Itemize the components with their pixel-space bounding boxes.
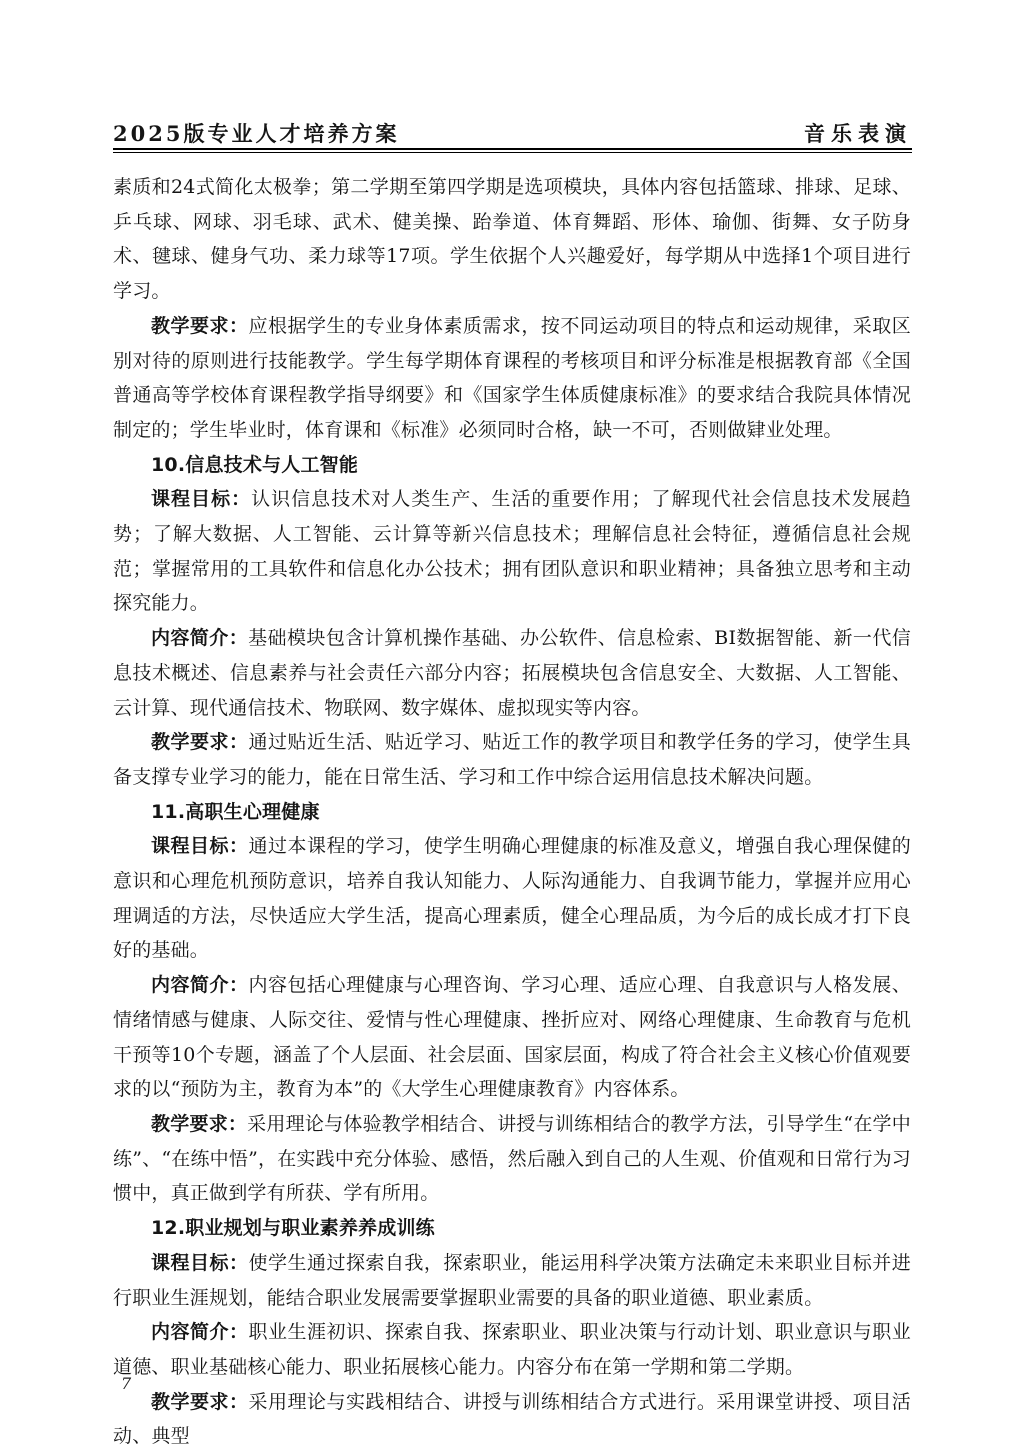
paragraph: 教学要求：应根据学生的专业身体素质需求，按不同运动项目的特点和运动规律，采取区别对待的原则进行技能教学。学生每学期体育课程的考核项目和评分标准是根据教育部《全国普通高等学校体育课程教学指导纲要》和《国家学生体质健康标准》的要求结合我院具体情况制定的；学生毕业时，体育课和《标准》必须同时合格，缺一不可，否则做肄业处理。: [113, 314, 911, 441]
section-heading: 12.职业规划与职业素养养成训练: [151, 1217, 435, 1240]
paragraph: 教学要求：采用理论与体验教学相结合、讲授与训练相结合的教学方法，引导学生“在学中练”、“在练中悟”，在实践中充分体验、感悟，然后融入到自己的人生观、价值观和日常行为习惯中，真正做到学有所获、学有所用。: [113, 1112, 911, 1205]
paragraph-lead: 内容简介：: [151, 974, 249, 997]
paragraph-lead: 课程目标：: [151, 835, 249, 858]
paragraph: 教学要求：采用理论与实践相结合、讲授与训练相结合方式进行。采用课堂讲授、项目活动、典型: [113, 1390, 911, 1448]
page-number: 7: [121, 1374, 132, 1393]
paragraph: 教学要求：通过贴近生活、贴近学习、贴近工作的教学项目和教学任务的学习，使学生具备支撑专业学习的能力，能在日常生活、学习和工作中综合运用信息技术解决问题。: [113, 731, 911, 788]
paragraph-lead: 教学要求：: [151, 731, 249, 754]
paragraph-lead: 教学要求：: [151, 1390, 249, 1413]
section-heading: 11.高职生心理健康: [151, 800, 320, 823]
paragraph-lead: 教学要求：: [151, 1112, 248, 1135]
paragraph-lead: 课程目标：: [151, 1251, 249, 1274]
paragraph: 内容简介：职业生涯初识、探索自我、探索职业、职业决策与行动计划、职业意识与职业道德、职业基础核心能力、职业拓展核心能力。内容分布在第一学期和第二学期。: [113, 1321, 911, 1378]
paragraph: 课程目标：认识信息技术对人类生产、生活的重要作用；了解现代社会信息技术发展趋势；了解大数据、人工智能、云计算等新兴信息技术；理解信息社会特征，遵循信息社会规范；掌握常用的工具软件和信息化办公技术；拥有团队意识和职业精神；具备独立思考和主动探究能力。: [113, 488, 911, 615]
section-heading: 10.信息技术与人工智能: [151, 453, 359, 476]
paragraph: 内容简介：内容包括心理健康与心理咨询、学习心理、适应心理、自我意识与人格发展、情绪情感与健康、人际交往、爱情与性心理健康、挫折应对、网络心理健康、生命教育与危机干预等10个专题，涵盖了个人层面、社会层面、国家层面，构成了符合社会主义核心价值观要求的以“预防为主，教育为本”的《大学生心理健康教育》内容体系。: [113, 974, 911, 1101]
header-title: 2025版专业人才培养方案: [113, 121, 400, 146]
paragraph: 课程目标：通过本课程的学习，使学生明确心理健康的标准及意义，增强自我心理保健的意识和心理危机预防意识，培养自我认知能力、人际沟通能力、自我调节能力，掌握并应用心理调适的方法，尽快适应大学生活，提高心理素质，健全心理品质，为今后的成长成才打下良好的基础。: [113, 835, 911, 962]
header-major-name: 音乐表演: [804, 121, 912, 146]
paragraph-lead: 内容简介：: [151, 1321, 249, 1344]
paragraph-lead: 内容简介：: [151, 627, 249, 650]
paragraph: 素质和24式简化太极拳；第二学期至第四学期是选项模块，具体内容包括篮球、排球、足球、乒乓球、网球、羽毛球、武术、健美操、跆拳道、体育舞蹈、形体、瑜伽、街舞、女子防身术、毽球、健身气功、柔力球等17项。学生依据个人兴趣爱好，每学期从中选择1个项目进行学习。: [113, 176, 911, 303]
document-body: [113, 170, 911, 1454]
paragraph: 课程目标：使学生通过探索自我，探索职业，能运用科学决策方法确定未来职业目标并进行职业生涯规划，能结合职业发展需要掌握职业需要的具备的职业道德、职业素质。: [113, 1251, 911, 1309]
paragraph-lead: 教学要求：: [151, 314, 249, 337]
header-double-rule: [113, 148, 912, 153]
paragraph: 内容简介：基础模块包含计算机操作基础、办公软件、信息检索、BI数据智能、新一代信息技术概述、信息素养与社会责任六部分内容；拓展模块包含信息安全、大数据、人工智能、云计算、现代通信技术、物联网、数字媒体、虚拟现实等内容。: [113, 627, 911, 719]
page-header: [113, 118, 912, 148]
paragraph-lead: 课程目标：: [151, 488, 252, 511]
